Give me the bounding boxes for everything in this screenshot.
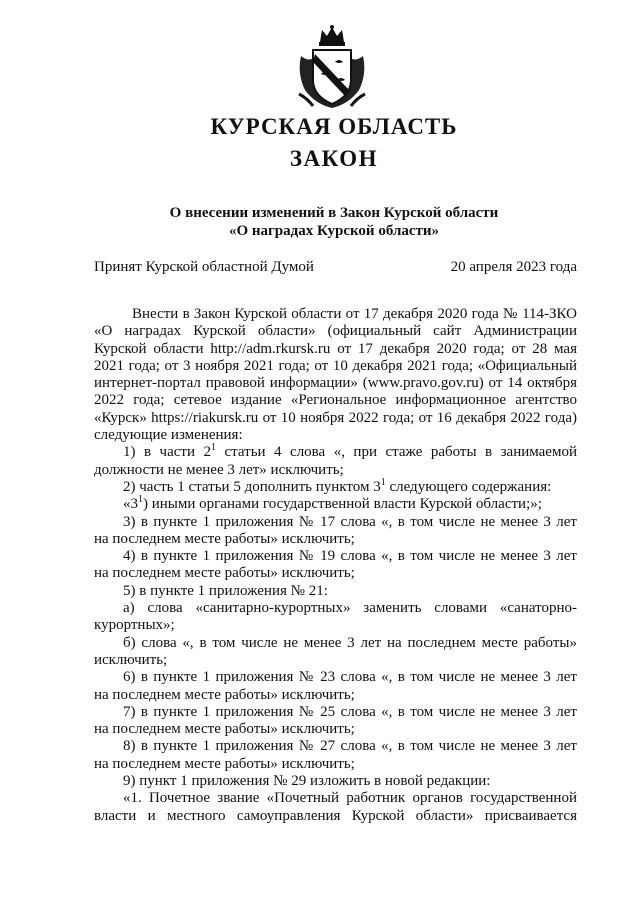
paragraph-line: Внести в Закон Курской области от 17 декабря 2020 года № 114-ЗКО [132,306,577,322]
list-item-5b-cont: исключить; [94,651,168,668]
list-item-7-cont: на последнем месте работы» исключить; [94,721,355,738]
law-body [94,306,577,825]
paragraph-line: «Курск» https://riakursk.ru от 10 ноября 2022 года; от 16 декабря 2022 года) [94,409,577,426]
list-item-3: 3) в пункте 1 приложения № 17 слова «, в том числе не менее 3 лет [123,513,577,530]
paragraph-line: 2021 года; от 3 ноября 2021 года; от 10 декабря 2021 года; «Официальный [94,357,577,374]
adopted-by: Принят Курской областной Думой [94,259,314,275]
list-item-2-quote: «$3^1$) иными органами государственной власти Курской области;»; [123,494,542,513]
list-item-7: 7) в пункте 1 приложения № 25 слова «, в том числе не менее 3 лет [123,703,577,720]
paragraph-line: следующие изменения: [94,427,243,444]
coat-of-arms-emblem [291,24,373,112]
paragraph-line: «О наградах Курской области» (официальный сайт Администрации [94,323,577,340]
list-item-9-quote-cont: власти и местного самоуправления Курской области» присваивается [94,807,577,824]
document-title-line-1: О внесении изменений в Закон Курской области [169,205,499,221]
list-item-6: 6) в пункте 1 приложения № 23 слова «, в том числе не менее 3 лет [123,669,577,686]
paragraph-line: 2022 года; сетевое издание «Региональное информационное агентство [94,392,577,409]
list-item-4: 4) в пункте 1 приложения № 19 слова «, в том числе не менее 3 лет [123,548,577,565]
list-item-5a: а) слова «санитарно-курортных» заменить словами «санаторно- [123,600,577,617]
adoption-date: 20 апреля 2023 года [450,259,577,275]
list-item-9: 9) пункт 1 приложения № 29 изложить в новой редакции: [123,773,491,790]
list-item-9-quote: «1. Почетное звание «Почетный работник органов государственной [123,790,577,807]
list-item-8: 8) в пункте 1 приложения № 27 слова «, в том числе не менее 3 лет [123,738,577,755]
region-heading: КУРСКАЯ ОБЛАСТЬ [210,114,458,139]
list-item-5b: б) слова «, в том числе не менее 3 лет на последнем месте работы» [123,634,577,651]
list-item-5: 5) в пункте 1 приложения № 21: [123,582,328,599]
list-item-2: 2) часть 1 статьи 5 дополнить пунктом $3^1$ следующего содержания: [123,476,552,495]
list-item-1-cont: должности не менее 3 лет» исключить; [94,461,344,478]
list-item-8-cont: на последнем месте работы» исключить; [94,755,355,772]
list-item-4-cont: на последнем месте работы» исключить; [94,565,355,582]
list-item-1: 1) в части $2^1$ статьи 4 слова «, при стаже работы в занимаемой [123,442,577,461]
list-item-5a-cont: курортных»; [94,617,175,634]
paragraph-line: интернет-портал правовой информации» (www.pravo.gov.ru) от 14 октября [94,375,577,392]
law-heading: ЗАКОН [289,146,379,171]
list-item-3-cont: на последнем месте работы» исключить; [94,530,355,547]
paragraph-line: Курской области http://adm.rkursk.ru от 17 декабря 2020 года; от 28 мая [94,340,577,357]
list-item-6-cont: на последнем месте работы» исключить; [94,686,355,703]
document-title [0,204,640,240]
document-title-line-2: «О наградах Курской области» [228,223,440,239]
